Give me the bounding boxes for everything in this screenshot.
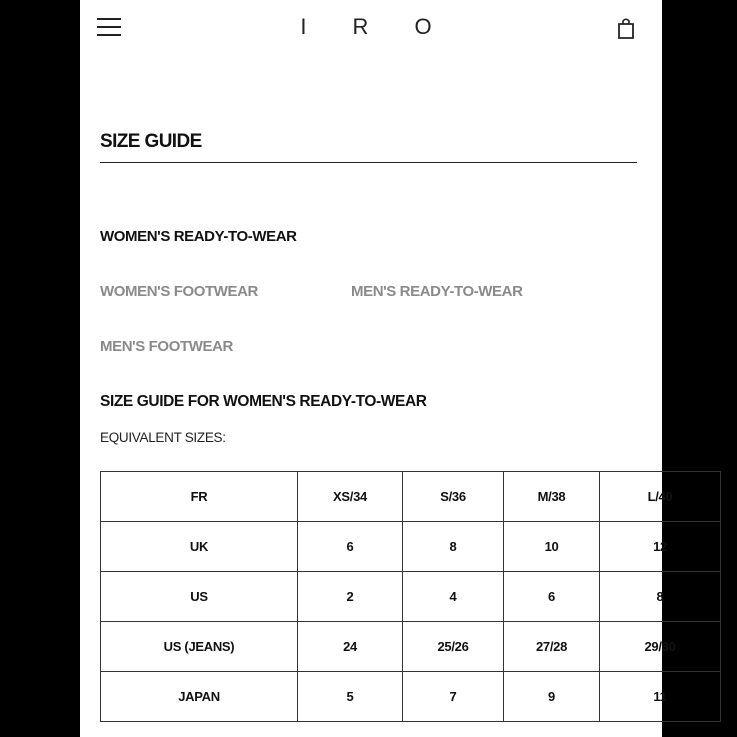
table-cell: XS/34 bbox=[298, 472, 403, 522]
shopping-bag-icon[interactable] bbox=[616, 17, 636, 39]
table-cell: 29/30 bbox=[600, 622, 721, 672]
row-header-cell: US (JEANS) bbox=[101, 622, 298, 672]
page-title: SIZE GUIDE bbox=[100, 131, 202, 152]
table-cell: 7 bbox=[403, 672, 504, 722]
table-cell: 6 bbox=[298, 522, 403, 572]
table-row bbox=[101, 472, 721, 522]
table-cell: 8 bbox=[600, 572, 721, 622]
table-cell: 2 bbox=[298, 572, 403, 622]
row-header-cell: FR bbox=[101, 472, 298, 522]
table-cell: 27/28 bbox=[504, 622, 600, 672]
row-header-cell: JAPAN bbox=[101, 672, 298, 722]
table-cell: 6 bbox=[504, 572, 600, 622]
category-link-womens-ready-to-wear[interactable]: WOMEN'S READY-TO-WEAR bbox=[100, 228, 297, 245]
table-row bbox=[101, 672, 721, 722]
row-header-cell: US bbox=[101, 572, 298, 622]
mobile-screen bbox=[80, 0, 676, 737]
category-link-mens-ready-to-wear[interactable]: MEN'S READY-TO-WEAR bbox=[351, 283, 523, 300]
table-row bbox=[101, 622, 721, 672]
brand-logo[interactable]: I R O bbox=[300, 14, 452, 39]
table-cell: 4 bbox=[403, 572, 504, 622]
table-cell: S/36 bbox=[403, 472, 504, 522]
category-link-womens-footwear[interactable]: WOMEN'S FOOTWEAR bbox=[100, 283, 258, 300]
section-heading: SIZE GUIDE FOR WOMEN'S READY-TO-WEAR bbox=[100, 393, 427, 410]
table-cell: 5 bbox=[298, 672, 403, 722]
top-bar bbox=[80, 0, 662, 60]
size-table bbox=[100, 471, 721, 722]
table-cell: 12 bbox=[600, 522, 721, 572]
category-link-mens-footwear[interactable]: MEN'S FOOTWEAR bbox=[100, 338, 233, 355]
table-cell: 9 bbox=[504, 672, 600, 722]
table-cell: 10 bbox=[504, 522, 600, 572]
table-row bbox=[101, 572, 721, 622]
table-cell: 11 bbox=[600, 672, 721, 722]
equivalent-sizes-label: EQUIVALENT SIZES: bbox=[100, 430, 226, 445]
table-row bbox=[101, 522, 721, 572]
table-cell: 8 bbox=[403, 522, 504, 572]
table-cell: 25/26 bbox=[403, 622, 504, 672]
row-header-cell: UK bbox=[101, 522, 298, 572]
table-cell: 24 bbox=[298, 622, 403, 672]
title-divider bbox=[100, 162, 637, 163]
table-cell: M/38 bbox=[504, 472, 600, 522]
table-cell: L/40 bbox=[600, 472, 721, 522]
